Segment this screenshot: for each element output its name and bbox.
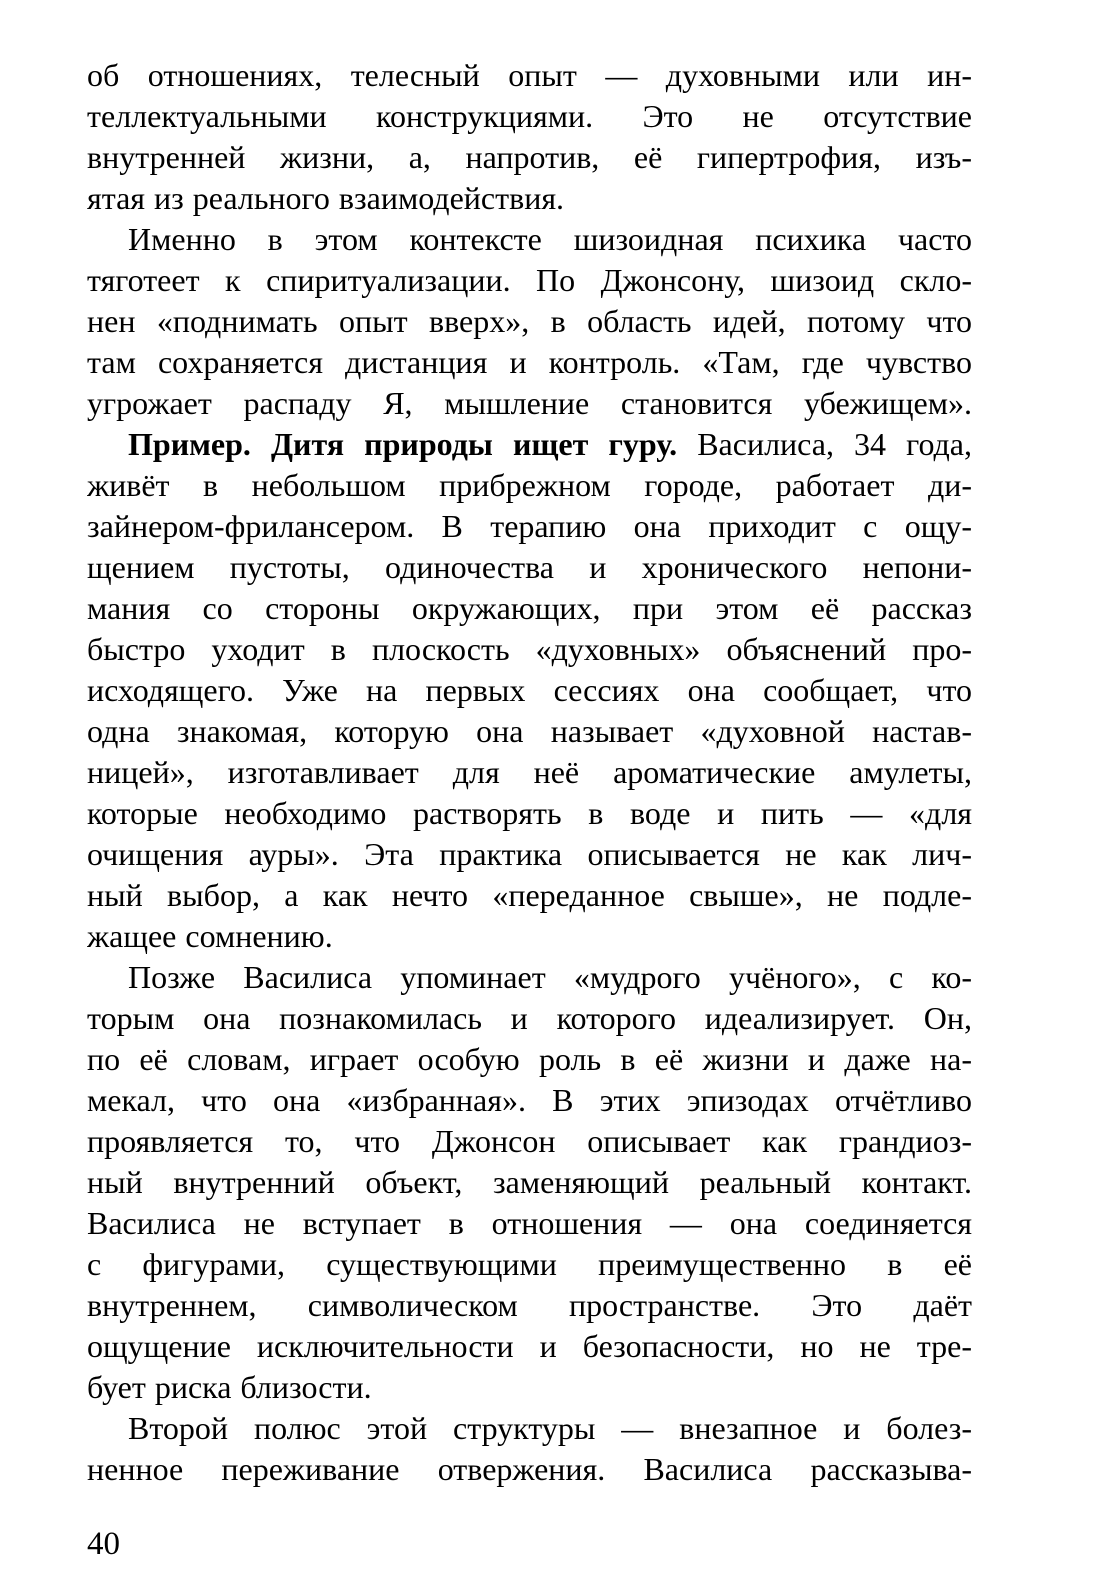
text-run: теллектуальными конструкциями. Это не отсутствие: [87, 98, 972, 134]
text-run: живёт в небольшом прибрежном городе, работает ди-: [87, 467, 972, 503]
text-line: [87, 465, 972, 506]
text-run: тяготеет к спиритуализации. По Джонсону, шизоид скло-: [87, 262, 972, 298]
text-line: [87, 137, 972, 178]
text-run: которые необходимо растворять в воде и пить — «для: [87, 795, 972, 831]
text-line: [87, 301, 972, 342]
body-text: [87, 55, 972, 1490]
text-run: проявляется то, что Джонсон описывает как грандиоз-: [87, 1123, 972, 1159]
text-run: внутреннем, символическом пространстве. Это даёт: [87, 1287, 972, 1323]
text-run: внутренней жизни, а, напротив, её гипертрофия, изъ-: [87, 139, 972, 175]
text-line: [87, 629, 972, 670]
text-line: [87, 424, 972, 465]
text-run: торым она познакомилась и которого идеализирует. Он,: [87, 1000, 972, 1036]
text-line: [87, 219, 972, 260]
text-run: щением пустоты, одиночества и хронического непони-: [87, 549, 972, 585]
text-run: Второй полюс этой структуры — внезапное и болез-: [128, 1410, 972, 1446]
text-line: [87, 793, 972, 834]
text-run: жащее сомнению.: [87, 918, 333, 954]
text-line: [87, 834, 972, 875]
text-run: Именно в этом контексте шизоидная психика часто: [128, 221, 972, 257]
text-line: [87, 1203, 972, 1244]
text-line: [87, 1244, 972, 1285]
text-line: [87, 1408, 972, 1449]
text-run: мекал, что она «избранная». В этих эпизодах отчётливо: [87, 1082, 972, 1118]
text-line: [87, 916, 972, 957]
text-run: Василиса, 34 года,: [677, 426, 972, 462]
text-line: [87, 96, 972, 137]
text-run: бует риска близости.: [87, 1369, 372, 1405]
text-run: мания со стороны окружающих, при этом её рассказ: [87, 590, 972, 626]
text-line: [87, 547, 972, 588]
text-run: Позже Василиса упоминает «мудрого учёного», с ко-: [128, 959, 972, 995]
text-run: там сохраняется дистанция и контроль. «Там, где чувство: [87, 344, 972, 380]
text-line: [87, 260, 972, 301]
text-line: [87, 1121, 972, 1162]
text-run: Василиса не вступает в отношения — она соединяется: [87, 1205, 972, 1241]
text-run: ятая из реального взаимодействия.: [87, 180, 565, 216]
text-run: ный выбор, а как нечто «переданное свыше», не подле-: [87, 877, 972, 913]
text-line: [87, 875, 972, 916]
text-line: [87, 55, 972, 96]
text-run: с фигурами, существующими преимущественно в её: [87, 1246, 972, 1282]
text-line: [87, 588, 972, 629]
text-line: [87, 957, 972, 998]
text-line: [87, 178, 972, 219]
text-line: [87, 1367, 972, 1408]
text-run: быстро уходит в плоскость «духовных» объяснений про-: [87, 631, 972, 667]
text-run: угрожает распаду Я, мышление становится убежищем».: [87, 385, 972, 421]
text-line: [87, 752, 972, 793]
text-line: [87, 383, 972, 424]
page-number: 40: [87, 1526, 120, 1562]
text-line: [87, 1285, 972, 1326]
text-run: очищения ауры». Эта практика описывается не как лич-: [87, 836, 972, 872]
text-line: [87, 1039, 972, 1080]
text-run: ный внутренний объект, заменяющий реальный контакт.: [87, 1164, 972, 1200]
text-line: [87, 711, 972, 752]
text-run: зайнером-фрилансером. В терапию она приходит с ощу-: [87, 508, 972, 544]
text-line: [87, 1080, 972, 1121]
text-line: [87, 1162, 972, 1203]
text-run: исходящего. Уже на первых сессиях она сообщает, что: [87, 672, 972, 708]
text-run: одна знакомая, которую она называет «духовной настав-: [87, 713, 972, 749]
text-line: [87, 506, 972, 547]
text-run: по её словам, играет особую роль в её жизни и даже на-: [87, 1041, 972, 1077]
text-run: нен «поднимать опыт вверх», в область идей, потому что: [87, 303, 972, 339]
text-run: ощущение исключительности и безопасности, но не тре-: [87, 1328, 972, 1364]
text-line: [87, 1326, 972, 1367]
text-run: ненное переживание отвержения. Василиса рассказыва-: [87, 1451, 972, 1487]
text-run: ницей», изготавливает для неё ароматические амулеты,: [87, 754, 972, 790]
text-run: об отношениях, телесный опыт — духовными или ин-: [87, 57, 972, 93]
text-line: [87, 670, 972, 711]
text-line: [87, 1449, 972, 1490]
text-line: [87, 998, 972, 1039]
bold-text-run: Пример. Дитя природы ищет гуру.: [128, 426, 678, 462]
text-line: [87, 342, 972, 383]
